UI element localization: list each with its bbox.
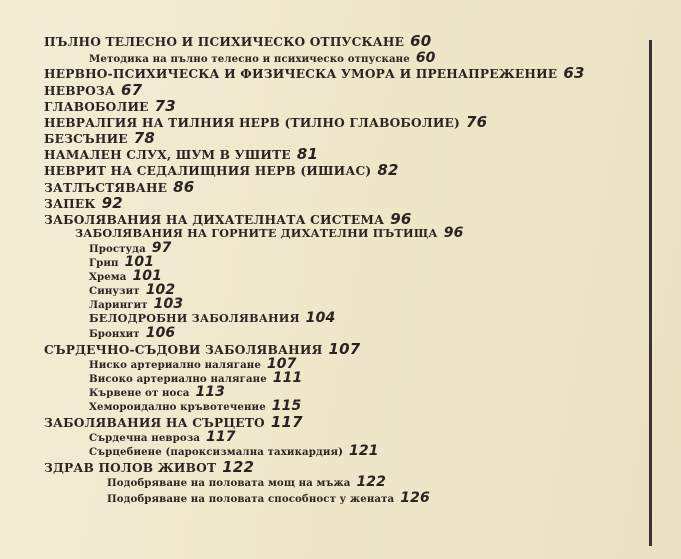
toc-entry-title: Подобряване на половата мощ на мъжа (107, 477, 351, 489)
toc-entry-page: 102 (145, 282, 176, 298)
toc-entry-title: БЕЛОДРОБНИ ЗАБОЛЯВАНИЯ (89, 311, 300, 325)
toc-entry-page: 126 (400, 490, 430, 506)
toc-entry-page: 73 (154, 97, 176, 115)
toc-entry (89, 371, 302, 385)
toc-entry-title: Синузит (89, 285, 140, 297)
toc-entry-title: Ниско артериално налягане (89, 359, 261, 371)
toc-entry-page: 111 (272, 370, 303, 386)
toc-entry (89, 283, 175, 297)
toc-entry (89, 399, 301, 413)
toc-entry-page: 92 (101, 194, 123, 212)
toc-entry-title: НЕВРИТ НА СЕДАЛИЩНИЯ НЕРВ (ИШИАС) (44, 164, 372, 178)
toc-entry-title: ЗАПЕК (44, 197, 96, 211)
toc-entry-title: СЪРДЕЧНО-СЪДОВИ ЗАБОЛЯВАНИЯ (44, 343, 323, 357)
toc-entry (44, 131, 155, 146)
toc-entry-title: БЕЗСЪНИЕ (44, 132, 128, 146)
toc-entry-title: ГЛАВОБОЛИЕ (44, 100, 149, 114)
toc-entry (89, 444, 379, 458)
toc-entry-page: 97 (151, 240, 172, 256)
toc-entry-page: 86 (173, 178, 195, 196)
toc-entry-title: НЕВРОЗА (44, 84, 116, 98)
toc-entry (44, 147, 318, 162)
toc-entry (44, 180, 194, 195)
toc-entry-page: 82 (377, 161, 399, 179)
toc-entry (44, 115, 487, 130)
toc-entry (44, 415, 303, 430)
toc-entry (89, 269, 162, 283)
toc-entry (89, 255, 154, 269)
toc-entry-page: 96 (443, 225, 464, 241)
toc-entry-page: 122 (356, 474, 386, 490)
toc-entry-title: Кървене от носа (89, 387, 190, 399)
toc-entry-page: 121 (349, 443, 379, 459)
toc-entry (75, 226, 464, 240)
toc-entry-page: 115 (271, 398, 302, 414)
toc-entry-page: 96 (390, 210, 412, 228)
toc-entry (89, 241, 171, 255)
toc-entry-page: 60 (410, 32, 432, 50)
toc-entry (44, 99, 176, 114)
toc-entry (89, 51, 436, 65)
toc-entry-page: 107 (328, 340, 361, 358)
toc-entry (44, 196, 123, 211)
toc-entry-page: 113 (195, 384, 225, 400)
toc-entry (44, 342, 360, 357)
toc-entry-title: НАМАЛЕН СЛУХ, ШУМ В УШИТЕ (44, 148, 291, 162)
toc-entry-title: ЗАБОЛЯВАНИЯ НА СЪРЦЕТО (44, 416, 265, 430)
toc-entry-page: 81 (296, 145, 319, 163)
toc-entry-title: Бронхит (89, 328, 140, 340)
toc-entry-title: Хемороидално кръвотечение (89, 401, 266, 413)
toc-entry-title: ЗДРАВ ПОЛОВ ЖИВОТ (44, 461, 217, 475)
toc-entry-page: 122 (222, 458, 255, 476)
toc-entry (44, 163, 399, 178)
toc-entry (44, 460, 254, 475)
toc-entry-title: НЕРВНО-ПСИХИЧЕСКА И ФИЗИЧЕСКА УМОРА И ПРЕНАПРЕЖЕНИЕ (44, 67, 558, 81)
toc-entry-title: Сърцебиене (пароксизмална тахикардия) (89, 446, 344, 458)
toc-entry (44, 66, 585, 81)
toc-entry-page: 106 (145, 325, 176, 341)
toc-entry (107, 491, 430, 505)
toc-entry (89, 311, 335, 325)
toc-entry (44, 83, 142, 98)
toc-entry-page: 63 (563, 64, 585, 82)
toc-entry-title: Хрема (89, 271, 127, 283)
toc-entry (107, 475, 386, 489)
toc-entry-title: ЗАБОЛЯВАНИЯ НА ГОРНИТЕ ДИХАТЕЛНИ ПЪТИЩА (75, 226, 438, 240)
toc-entry-title: Високо артериално налягане (89, 373, 267, 385)
toc-entry-page: 101 (124, 254, 155, 270)
toc-entry-page: 117 (206, 429, 236, 445)
toc-entry (44, 212, 412, 227)
toc-entry-title: ЗАТЛЪСТЯВАНЕ (44, 181, 168, 195)
toc-entry-page: 101 (132, 268, 162, 284)
toc-entry-page: 117 (270, 413, 303, 431)
toc-entry-page: 67 (121, 81, 143, 99)
toc-entry-title: НЕВРАЛГИЯ НА ТИЛНИЯ НЕРВ (ТИЛНО ГЛАВОБОЛИЕ) (44, 116, 460, 130)
toc-entry-title: ЗАБОЛЯВАНИЯ НА ДИХАТЕЛНАТА СИСТЕМА (44, 213, 385, 227)
toc-entry-title: Подобряване на половата способност у жената (107, 493, 395, 505)
toc-entry-title: Методика на пълно телесно и психическо отпускане (89, 53, 410, 65)
toc-entry-page: 107 (266, 356, 297, 372)
toc-entry-title: ПЪЛНО ТЕЛЕСНО И ПСИХИЧЕСКО ОТПУСКАНЕ (44, 35, 405, 49)
toc-entry (89, 385, 225, 399)
toc-entry-page: 78 (133, 129, 156, 147)
toc-entry-title: Грип (89, 257, 119, 269)
toc-entry-page: 76 (466, 113, 488, 131)
toc-entry-page: 103 (153, 296, 184, 312)
toc-entry-page: 104 (305, 310, 336, 326)
toc-entry (89, 297, 183, 311)
toc-entry (89, 357, 296, 371)
toc-entry (89, 430, 236, 444)
toc-entry (89, 326, 175, 340)
toc-entry-title: Ларингит (89, 299, 148, 311)
toc-entry (44, 34, 431, 49)
toc-entry-page: 60 (415, 50, 436, 66)
toc-entry-title: Сърдечна невроза (89, 432, 201, 444)
toc-entry-title: Простуда (89, 243, 146, 255)
